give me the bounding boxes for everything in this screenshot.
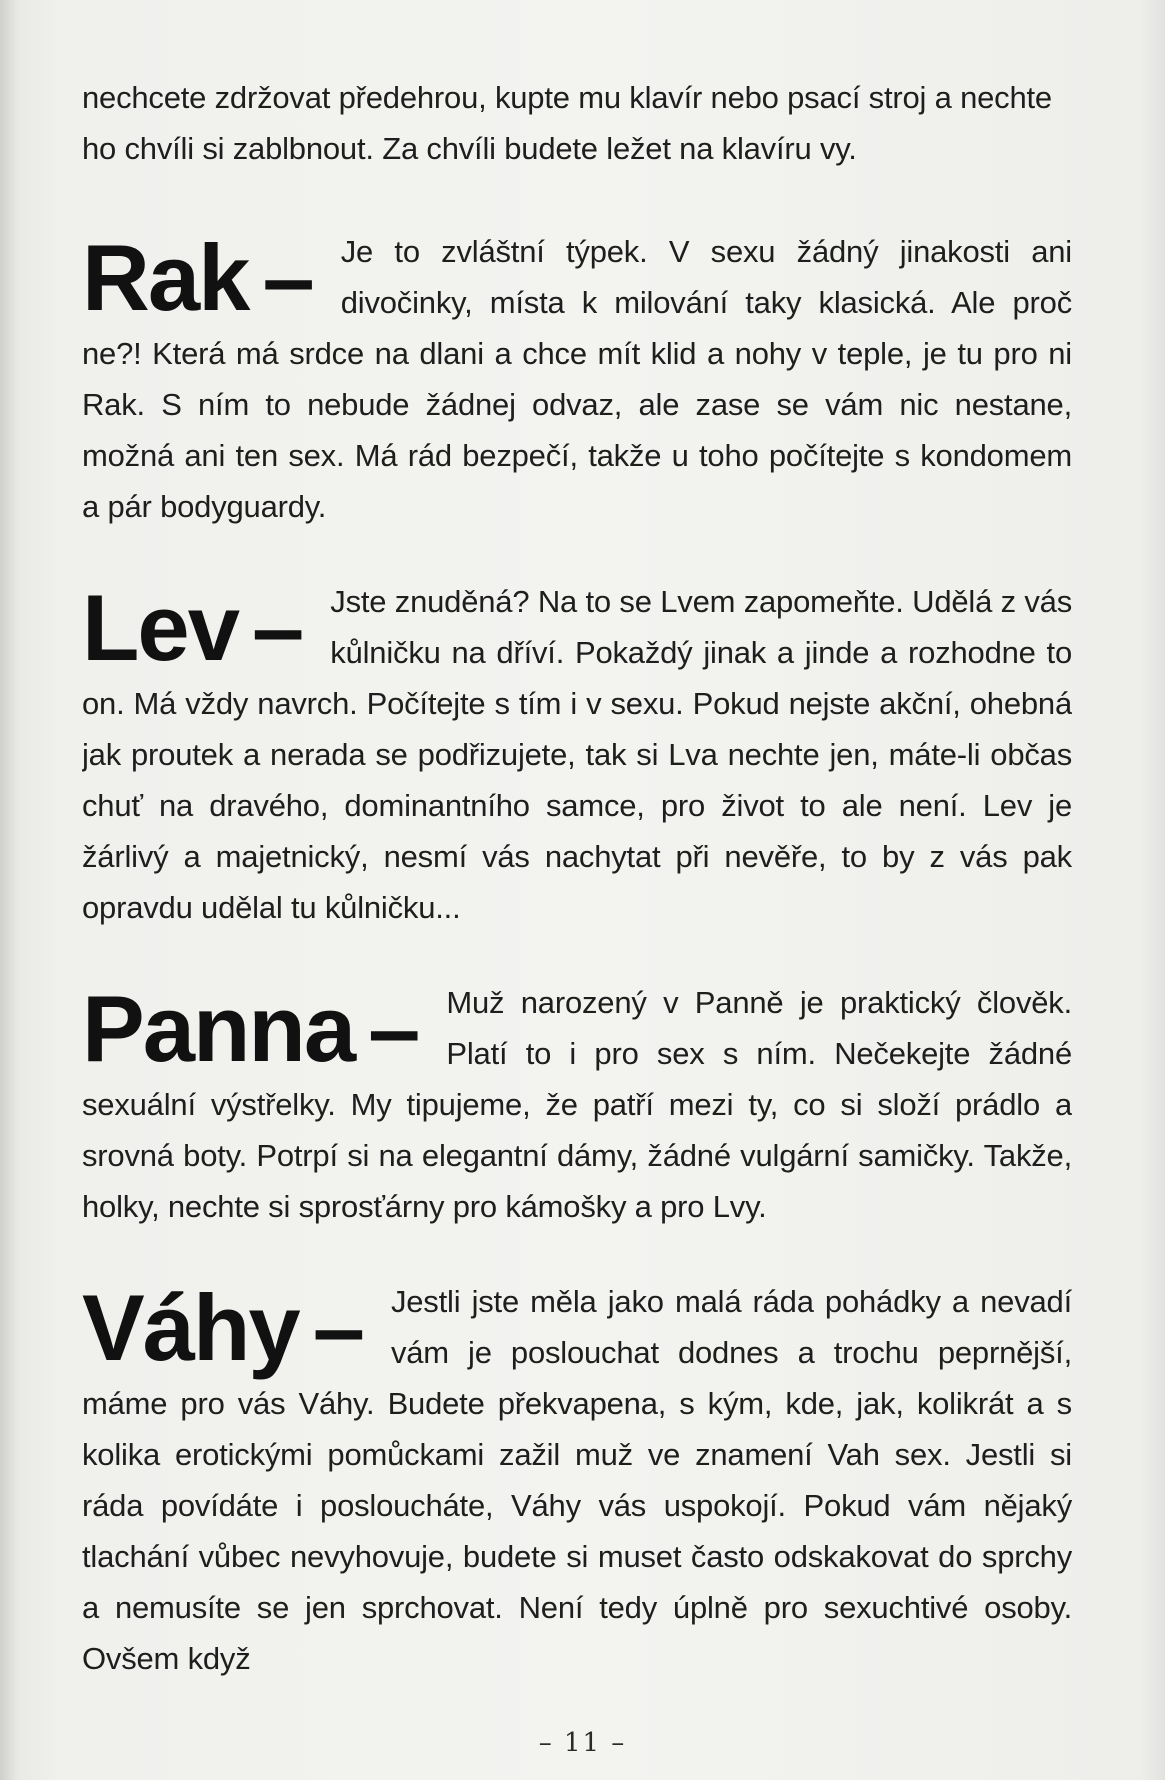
entry-text: Muž narozený v Panně je praktický člověk. Platí to i pro sex s ním. Nečekejte žádné sexuální výstřelky. My tipujeme, že patří mezi ty, co si složí prádlo a srovná boty. Potrpí si na elegantní dámy, žádné vulgární samičky. Takže, holky, nechte si sprosťárny pro kámošky a pro Lvy. [82,985,1072,1224]
sign-name: Panna [82,977,355,1081]
sign-dash: – [251,576,303,680]
sign-name: Lev [82,576,238,680]
entry-text: Je to zvláštní týpek. V sexu žádný jinakosti ani divočinky, místa k milování taky klasická. Ale proč ne?! Která má srdce na dlani a chce mít klid a nohy v teple, je tu pro ni Rak. S ním to nebude žádnej odvaz, ale zase se vám nic nestane, možná ani ten sex. Má rád bezpečí, takže u toho počítejte s kondomem a pár bodyguardy. [82,234,1072,524]
sign-dash: – [368,977,419,1081]
sign-heading [82,226,313,328]
sign-dash: – [312,1276,363,1380]
zodiac-entry-lev [82,576,1072,933]
intro-paragraph: nechcete zdržovat předehrou, kupte mu klavír nebo psací stroj a nechte ho chvíli si zablbnout. Za chvíli budete ležet na klavíru vy. [82,80,1052,166]
zodiac-entry-rak [82,226,1072,532]
page-number: – 11 – [538,1728,627,1758]
zodiac-entry-vahy [82,1276,1072,1684]
page-content [82,72,1072,1728]
sign-heading [82,1276,363,1378]
sign-name: Rak [82,226,249,330]
sign-dash: – [262,226,313,330]
sign-heading [82,576,302,678]
zodiac-entry-panna [82,977,1072,1232]
entry-text: Jste znuděná? Na to se Lvem zapomeňte. Udělá z vás kůlničku na dříví. Pokaždý jinak a jinde a rozhodne to on. Má vždy navrch. Počítejte s tím i v sexu. Pokud nejste akční, ohebná jak proutek a nerada se podřizujete, tak si Lva nechte jen, máte-li občas chuť na dravého, dominantního samce, pro život to ale není. Lev je žárlivý a majetnický, nesmí vás nachytat při nevěře, to by z vás pak opravdu udělal tu kůlničku... [82,584,1072,925]
sign-heading [82,977,418,1079]
entry-text: Jestli jste měla jako malá ráda pohádky a nevadí vám je poslouchat dodnes a trochu peprnější, máme pro vás Váhy. Budete překvapena, s kým, kde, jak, kolikrát a s kolika erotickými pomůckami zažil muž ve znamení Vah sex. Jestli si ráda povídáte i posloucháte, Váhy vás uspokojí. Pokud vám nějaký tlachání vůbec nevyhovuje, budete si muset často odskakovat do sprchy a nemusíte se jen sprchovat. Není tedy úplně pro sexuchtivé osoby. Ovšem když [82,1284,1072,1676]
sign-name: Váhy [82,1276,299,1380]
